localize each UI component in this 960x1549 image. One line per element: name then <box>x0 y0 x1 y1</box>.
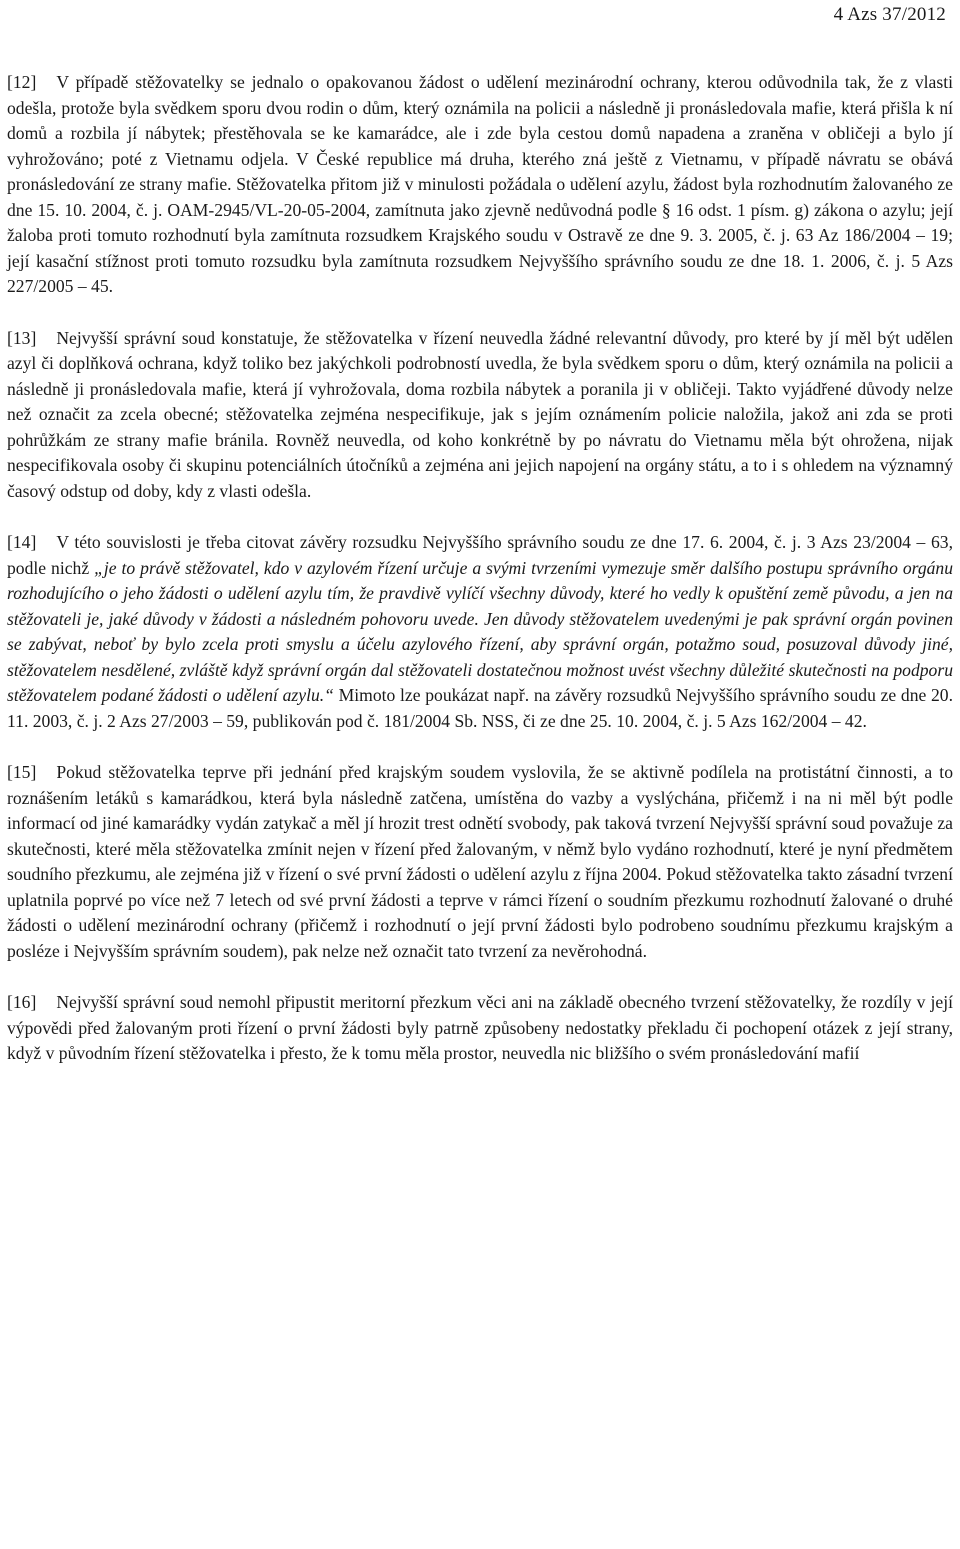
paragraph-14 <box>7 530 953 734</box>
paragraph-13 <box>7 326 953 505</box>
paragraph-16 <box>7 990 953 1067</box>
paragraph-15 <box>7 760 953 964</box>
paragraph-text: V této souvislosti je třeba citovat závěry rozsudku Nejvyššího správního soudu ze dne 17. 6. 2004, č. j. 3 Azs 23/2004 – 63, podle nichž <box>7 532 953 578</box>
paragraph-number: [14] <box>7 532 37 552</box>
paragraph-12 <box>7 70 953 300</box>
case-number-header: 4 Azs 37/2012 <box>833 4 946 25</box>
paragraph-text-continued: Mimoto lze poukázat např. na závěry rozsudků Nejvyššího správního soudu ze dne 20. 11. 2003, č. j. 2 Azs 27/2003 – 59, publikován pod č. 181/2004 Sb. NSS, či ze dne 25. 10. 2004, č. j. 5 Azs 162/2004 – 42. <box>7 685 953 731</box>
paragraph-text: V případě stěžovatelky se jednalo o opakovanou žádost o udělení mezinárodní ochrany, kterou odůvodnila tak, že z vlasti odešla, protože byla svědkem sporu dvou rodin o dům, který oznámila na policii a následně ji pronásledovala mafie, která přišla k ní domů a rozbila jí nábytek; přestěhovala se ke kamarádce, ale i zde byla cestou domů napadena a zraněna v obličeji a bylo jí vyhrožováno; poté z Vietnamu odjela. V České republice má druha, kterého zná ještě z Vietnamu, v případě návratu se obává pronásledování ze strany mafie. Stěžovatelka přitom již v minulosti požádala o udělení azylu, žádost byla rozhodnutím žalovaného ze dne 15. 10. 2004, č. j. OAM-2945/VL-20-05-2004, zamítnuta jako zjevně nedůvodná podle § 16 odst. 1 písm. g) zákona o azylu; její žaloba proti tomuto rozhodnutí byla zamítnuta rozsudkem Krajského soudu v Ostravě ze dne 9. 3. 2005, č. j. 63 Az 186/2004 – 19; její kasační stížnost proti tomuto rozsudku byla zamítnuta rozsudkem Nejvyššího správního soudu ze dne 18. 1. 2006, č. j. 5 Azs 227/2005 – 45. <box>7 72 953 296</box>
paragraph-text: Nejvyšší správní soud nemohl připustit meritorní přezkum věci ani na základě obecného tvrzení stěžovatelky, že rozdíly v její výpovědi před žalovaným proti řízení o první žádosti byly patrně způsobeny nedostatky překladu či pochopení otázek z její strany, když v původním řízení stěžovatelka i přesto, že k tomu měla prostor, neuvedla nic bližšího o svém pronásledování mafií <box>7 992 953 1063</box>
court-quotation: „je to právě stěžovatel, kdo v azylovém řízení určuje a svými tvrzeními vymezuje směr dalšího postupu správního orgánu rozhodujícího o jeho žádosti o udělení azylu tím, že pravdivě vylíčí všechny důvody, které ho vedly k opuštění země původu, a jen na stěžovateli je, jaké důvody v žádosti a následném pohovoru uvede. Jen důvody stěžovatelem uvedenými je pak správní orgán povinen se zabývat, neboť by bylo zcela proti smyslu a účelu azylového řízení, aby správní orgán, potažmo soud, posuzoval důvody jiné, stěžovatelem nesdělené, zvláště když správní orgán dal stěžovateli dostatečnou možnost uvést všechny důležité skutečnosti na podporu stěžovatelem podané žádosti o udělení azylu.“ <box>7 557 954 705</box>
paragraph-number: [13] <box>7 327 37 348</box>
paragraph-number: [12] <box>7 72 37 92</box>
paragraph-number: [15] <box>7 762 37 782</box>
paragraph-text: Nejvyšší správní soud konstatuje, že stěžovatelka v řízení neuvedla žádné relevantní důvody, pro které by jí měl být udělen azyl či doplňková ochrana, když toliko bez jakýchkoli podrobností uvedla, že byla svědkem sporu o dům, který oznámila na policii a následně ji pronásledovala mafie, která jí vyhrožovala, doma rozbila nábytek a poranila ji v obličeji. Takto vyjádřené důvody nelze než označit za zcela obecné; stěžovatelka zejména nespecifikuje, jak s jejím oznámením policie naložila, jakož ani zda se proti pohrůžkám ze strany mafie bránila. Rovněž neuvedla, od koho konkrétně by po návratu do Vietnamu měla být ohrožena, nijak nespecifikovala osoby či skupinu potenciálních útočníků a zejména ani jejich napojení na orgány státu, a to i s ohledem na významný časový odstup od doby, kdy z vlasti odešla. <box>7 327 953 501</box>
paragraph-number: [16] <box>7 992 37 1012</box>
document-body <box>7 70 953 1093</box>
paragraph-text: Pokud stěžovatelka teprve při jednání před krajským soudem vyslovila, že se aktivně podílela na protistátní činnosti, a to roznášením letáků s kamarádkou, která byla následně zatčena, umístěna do vazby a vyslýchána, přičemž i na ni měl být podle informací od jiné kamarádky vydán zatykač a měl jí hrozit trest odnětí svobody, pak taková tvrzení Nejvyšší správní soud považuje za skutečnosti, které měla stěžovatelka zmínit nejen v řízení před žalovaným, v němž bylo vydáno rozhodnutí, které je nyní předmětem soudního přezkumu, ale zejména již v řízení o své první žádosti o udělení azylu z října 2004. Pokud stěžovatelka takto zásadní tvrzení uplatnila poprvé po více než 7 letech od své první žádosti a teprve v rámci řízení o soudním přezkumu rozhodnutí žalované o druhé žádosti o udělení mezinárodní ochrany (přičemž i rozhodnutí o její první žádosti bylo podrobeno soudnímu přezkumu krajským a posléze i Nejvyšším správním soudem), pak nelze než označit tato tvrzení za nevěrohodná. <box>7 762 953 961</box>
